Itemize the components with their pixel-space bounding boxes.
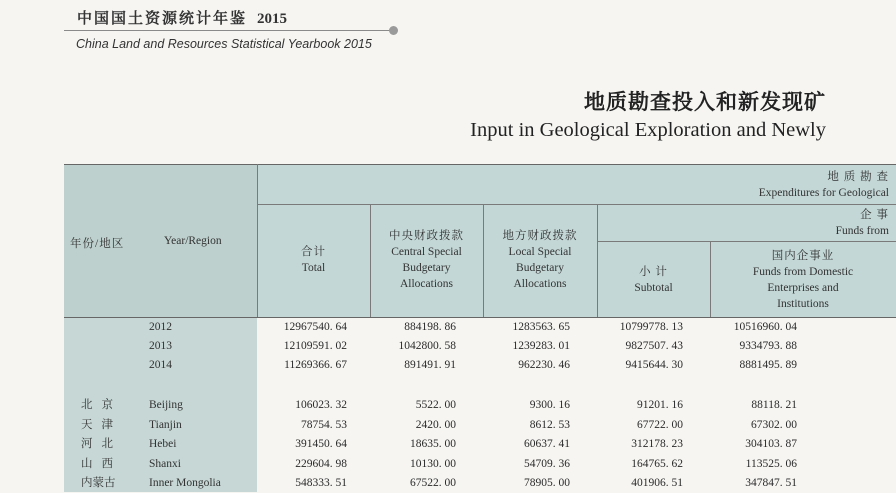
header-rule-dot (389, 26, 398, 35)
header-rule (64, 30, 392, 31)
running-head-cn (77, 7, 287, 28)
enterprise-header: 企 事 Funds from (835, 209, 889, 237)
yearbook-title-en: China Land and Resources Statistical Yearbook 2015 (76, 37, 372, 51)
table-row: 山西 Shanxi 229604. 98 10130. 00 54709. 36 164765. 62 113525. 06 (81, 458, 797, 470)
subtotal-header: 小 计 Subtotal (634, 266, 673, 294)
yearbook-year: 2015 (257, 11, 288, 27)
region-header-cn: 年份/地区 (70, 238, 125, 250)
table-row: 内蒙古 Inner Mongolia 548333. 51 67522. 00 78905. 00 401906. 51 347847. 51 (81, 477, 797, 489)
region-header-en: Year/Region (164, 235, 222, 247)
table-row: 2014 11269366. 67 891491. 91 962230. 46 9415644. 30 8881495. 89 (149, 359, 797, 371)
table-row: 北京 Beijing 106023. 32 5522. 00 9300. 16 91201. 16 88118. 21 (81, 399, 797, 411)
local-header: 地方财政拨款 Local Special Budgetary Allocations (502, 230, 578, 290)
table-title-en: Input in Geological Exploration and Newly (470, 119, 826, 141)
table-row: 2013 12109591. 02 1042800. 58 1239283. 01 9827507. 43 9334793. 88 (149, 340, 797, 352)
data-table (64, 164, 896, 492)
table-row: 天津 Tianjin 78754. 53 2420. 00 8612. 53 67722. 00 67302. 00 (81, 419, 797, 431)
yearbook-title-cn: 中国国土资源统计年鉴 (77, 11, 248, 27)
table-title-cn: 地质勘查投入和新发现矿 (584, 90, 826, 114)
total-header: 合计 Total (301, 246, 326, 274)
geo-header: 地 质 勘 查 Expenditures for Geological (758, 171, 889, 199)
domestic-header: 国内企事业 Funds from Domestic Enterprises and Institutions (752, 250, 854, 310)
table-row: 2012 12967540. 64 884198. 86 1283563. 65 10799778. 13 10516960. 04 (149, 321, 797, 333)
table-top-rule (64, 164, 896, 165)
table-row: 河北 Hebei 391450. 64 18635. 00 60637. 41 312178. 23 304103. 87 (81, 438, 797, 450)
central-header: 中央财政拨款 Central Special Budgetary Allocations (389, 230, 464, 290)
